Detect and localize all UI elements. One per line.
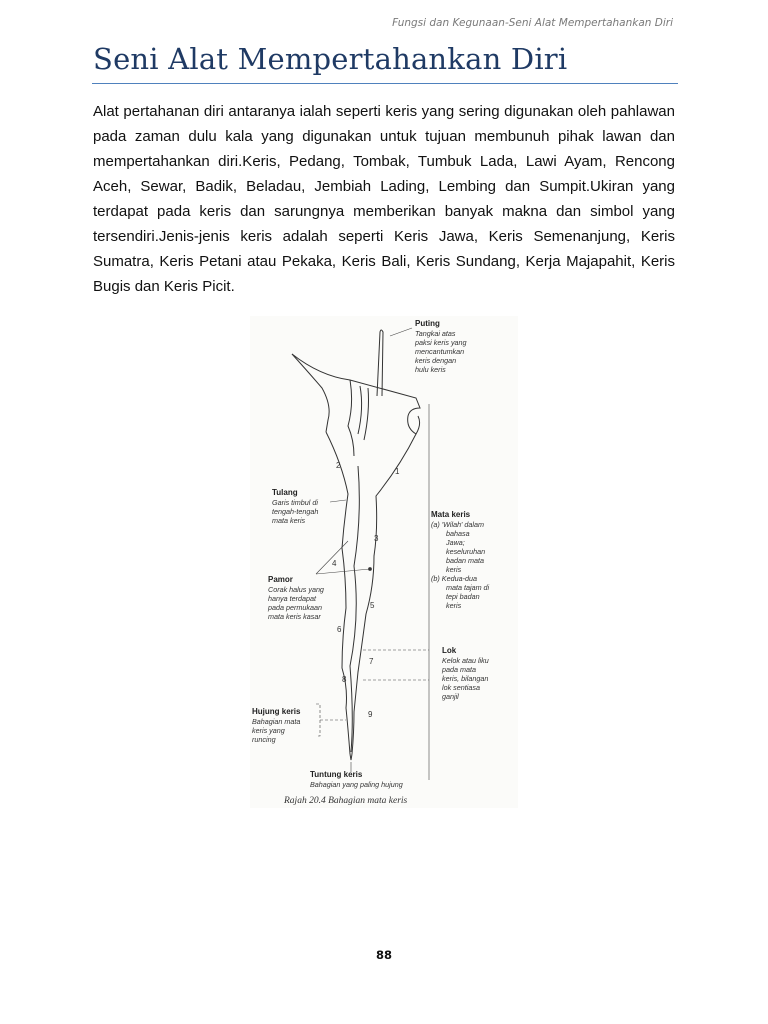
label-mata-keris-line: tepi badan (446, 592, 480, 601)
label-hujung: Hujung keris (252, 707, 301, 716)
label-puting-line: hulu keris (415, 365, 446, 374)
title-divider (92, 83, 678, 84)
label-mata-keris-line: keris (446, 601, 462, 610)
label-number: 6 (337, 625, 342, 634)
label-pamor-line: hanya terdapat (268, 594, 316, 603)
keris-illustration (292, 330, 420, 760)
label-number: 5 (370, 601, 375, 610)
label-number: 1 (395, 467, 400, 476)
label-puting-line: mencantumkan (415, 347, 465, 356)
label-number: 3 (374, 534, 379, 543)
label-lok-line: Kelok atau liku (442, 656, 489, 665)
page-number: 88 (375, 948, 392, 962)
running-header: Fungsi dan Kegunaan-Seni Alat Mempertahankan Diri (392, 17, 673, 29)
label-lok-line: ganjil (442, 692, 459, 701)
label-number: 4 (332, 559, 337, 568)
label-pamor: Pamor (268, 575, 293, 584)
label-lok-line: lok sentiasa (442, 683, 480, 692)
keris-tang (377, 330, 383, 396)
label-mata-keris-line: Jawa; (446, 538, 465, 547)
label-mata-keris-line: keris (446, 565, 462, 574)
label-tulang-line: Garis timbul di (272, 498, 318, 507)
label-mata-keris-line: mata tajam di (446, 583, 490, 592)
label-number: 2 (336, 461, 341, 470)
label-mata-keris-line: (b) Kedua-dua (431, 574, 477, 583)
label-lok: Lok (442, 646, 457, 655)
label-puting-line: keris dengan (415, 356, 457, 365)
label-tulang-line: mata keris (272, 516, 306, 525)
label-mata-keris: Mata keris (431, 510, 471, 519)
label-mata-keris-line: bahasa (446, 529, 470, 538)
label-number: 7 (369, 657, 374, 666)
label-number: 9 (368, 710, 373, 719)
body-paragraph: Alat pertahanan diri antaranya ialah seperti keris yang sering digunakan oleh pahlawan pada zaman dulu kala yang digunakan untuk tujuan membunuh pihak lawan dan mempertahankan diri.Keris, Pedang, Tombak, Tumbuk Lada, Lawi Ayam, Rencong Aceh, Sewar, Badik, Beladau, Jembiah Lading, Lembing dan Sumpit.Ukiran yang terdapat pada keris dan sarungnya memberikan banyak makna dan simbol yang tersendiri.Jenis-jenis keris adalah seperti Keris Jawa, Keris Semenanjung, Keris Sumatra, Keris Petani atau Pekaka, Keris Bali, Keris Sundang, Kerja Majapahit, Keris Bugis dan Keris Picit. (93, 103, 675, 295)
label-number: 8 (342, 675, 347, 684)
label-puting-line: paksi keris yang (415, 338, 467, 347)
keris-diagram (250, 316, 518, 808)
label-hujung-line: Bahagian mata (252, 717, 301, 726)
label-pamor-line: pada permukaan (268, 603, 322, 612)
label-mata-keris-line: (a) 'Wilah' dalam (431, 520, 485, 529)
figure-caption: Rajah 20.4 Bahagian mata keris (284, 796, 408, 806)
label-pamor-line: Corak halus yang (268, 585, 324, 594)
label-mata-keris-line: badan mata (446, 556, 484, 565)
label-hujung-line: keris yang (252, 726, 285, 735)
label-tulang-line: tengah-tengah (272, 507, 319, 516)
label-mata-keris-line: keseluruhan (446, 547, 486, 556)
keris-ganja (292, 354, 420, 434)
label-tuntung-line: Bahagian yang paling hujung (310, 780, 403, 789)
label-hujung-line: runcing (252, 735, 276, 744)
label-puting: Puting (415, 319, 440, 328)
label-lok-line: keris, bilangan (442, 674, 489, 683)
page-title: Seni Alat Mempertahankan Diri (93, 42, 568, 76)
keris-blade-right (352, 434, 416, 754)
label-lok-line: pada mata (442, 665, 476, 674)
label-pamor-line: mata keris kasar (268, 612, 321, 621)
label-tuntung: Tuntung keris (310, 770, 363, 779)
keris-blade-left (326, 432, 350, 754)
label-puting-line: Tangkai atas (415, 329, 456, 338)
label-tulang: Tulang (272, 488, 298, 497)
